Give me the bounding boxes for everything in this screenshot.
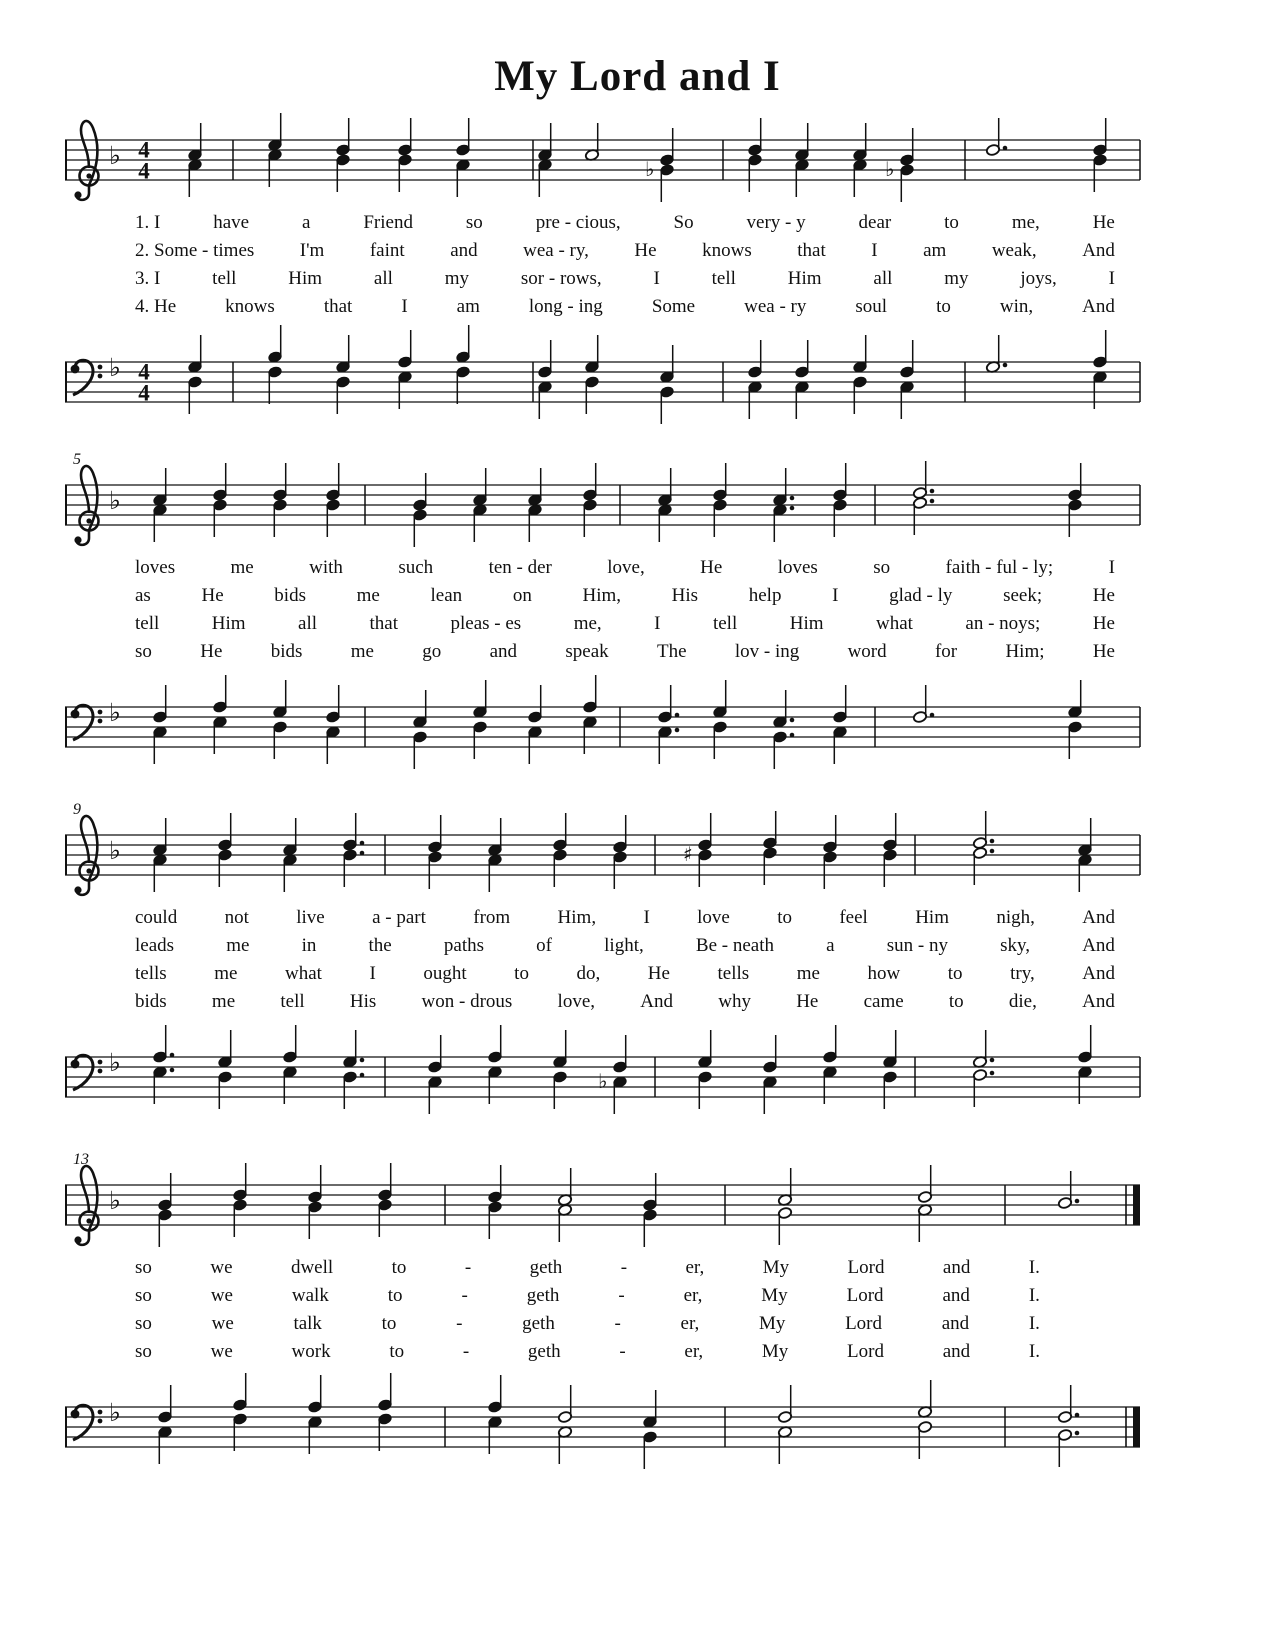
lyric-syllable: very - y: [746, 212, 806, 233]
lyric-syllable: me,: [573, 613, 602, 634]
lyric-syllable: weak,: [991, 240, 1037, 261]
time-signature-lower: 4: [138, 380, 150, 406]
lyric-syllable: glad - ly: [889, 585, 953, 606]
lyric-syllable: the: [368, 935, 392, 956]
time-signature-upper: 4: [138, 359, 150, 385]
lyric-line-verse-2: [135, 935, 1115, 963]
lyric-syllable: so: [135, 1257, 152, 1278]
lyric-syllable: to: [936, 296, 951, 317]
time-signature-lower: 4: [138, 158, 150, 184]
lyric-syllable: and: [941, 1313, 970, 1334]
lyric-syllable: for: [934, 641, 958, 662]
flat-key-signature: ♭: [109, 141, 121, 170]
lyric-syllable: I: [643, 907, 650, 928]
lyric-syllable: with: [309, 557, 343, 578]
lyric-syllable: geth: [526, 1285, 560, 1306]
lyric-syllable: Him: [789, 613, 824, 634]
measure-number: 13: [73, 1151, 89, 1168]
lyric-syllable: that: [369, 613, 399, 634]
flat-key-signature: ♭: [109, 1398, 121, 1427]
lyric-syllable: we: [210, 1257, 233, 1278]
lyric-syllable: geth: [529, 1257, 563, 1278]
lyric-syllable: all: [298, 613, 318, 634]
bass-staff: [65, 1377, 1140, 1487]
lyric-syllable: bids: [274, 585, 306, 606]
lyric-syllable: we: [210, 1341, 233, 1362]
system-3: [65, 795, 1140, 1140]
lyric-syllable: And: [640, 991, 673, 1012]
lyric-syllable: me: [230, 557, 254, 578]
lyric-syllable: what: [284, 963, 322, 984]
lyric-syllable: Him;: [1005, 641, 1045, 662]
lyric-syllable: 1. I: [135, 212, 161, 233]
lyric-syllable: ought: [423, 963, 467, 984]
lyric-syllable: that: [797, 240, 826, 261]
lyric-line-verse-4: [135, 1341, 1040, 1369]
lyric-syllable: er,: [680, 1313, 700, 1334]
lyric-syllable: sor - rows,: [520, 268, 602, 289]
lyric-syllable: loves: [777, 557, 818, 578]
lyric-syllable: am: [456, 296, 480, 317]
lyric-line-verse-2: [135, 240, 1115, 268]
treble-staff: [65, 1145, 1140, 1265]
lyric-syllable: why: [718, 991, 751, 1012]
lyric-syllable: a - part: [372, 907, 426, 928]
lyric-line-verse-3: [135, 268, 1115, 296]
lyric-syllable: what: [875, 613, 913, 634]
lyric-syllable: won - drous: [421, 991, 513, 1012]
lyric-syllable: tell: [212, 268, 237, 289]
lyric-syllable: My: [761, 1341, 789, 1362]
lyric-syllable: tell: [711, 268, 736, 289]
lyric-syllable: and: [942, 1257, 971, 1278]
lyric-line-verse-4: [135, 296, 1115, 324]
lyric-syllable: Lord: [845, 1313, 882, 1334]
lyric-syllable: all: [873, 268, 893, 289]
lyric-syllable: I: [369, 963, 376, 984]
accidental: ♭: [885, 157, 895, 181]
lyric-syllable: Him,: [557, 907, 597, 928]
lyric-syllable: I: [401, 296, 408, 317]
lyric-syllable: light,: [604, 935, 644, 956]
lyric-syllable: -: [618, 1285, 625, 1306]
bass-staff: [65, 332, 1140, 442]
lyric-line-verse-3: [135, 613, 1115, 641]
lyric-syllable: 4. He: [135, 296, 177, 317]
lyric-line-verse-4: [135, 991, 1115, 1019]
lyric-syllable: so: [135, 1341, 152, 1362]
lyric-syllable: And: [1082, 963, 1115, 984]
lyric-syllable: to: [391, 1257, 407, 1278]
lyric-syllable: loves: [135, 557, 176, 578]
lyric-syllable: -: [461, 1285, 468, 1306]
lyric-syllable: He: [1092, 613, 1115, 634]
lyric-line-verse-1: [135, 212, 1115, 240]
lyrics-block: [65, 1257, 1140, 1369]
lyric-syllable: My: [761, 1285, 788, 1306]
lyric-syllable: and: [450, 240, 478, 261]
lyric-syllable: faith - ful - ly;: [945, 557, 1054, 578]
lyric-syllable: tell: [712, 613, 738, 634]
lyric-syllable: try,: [1010, 963, 1035, 984]
lyric-syllable: how: [867, 963, 901, 984]
lyric-syllable: He: [1092, 212, 1115, 233]
system-1: [65, 100, 1140, 445]
lyric-line-verse-3: [135, 1313, 1040, 1341]
lyric-syllable: And: [1082, 296, 1115, 317]
lyric-syllable: my: [944, 268, 969, 289]
flat-key-signature: ♭: [109, 353, 121, 382]
lyric-syllable: faint: [369, 240, 405, 261]
lyric-syllable: My: [762, 1257, 790, 1278]
lyric-syllable: an - noys;: [965, 613, 1041, 634]
lyric-syllable: tell: [135, 613, 160, 634]
lyric-syllable: have: [213, 212, 250, 233]
lyric-syllable: 3. I: [135, 268, 161, 289]
lyric-syllable: paths: [443, 935, 484, 956]
lyric-syllable: Some: [651, 296, 696, 317]
lyric-syllable: love,: [557, 991, 596, 1012]
lyric-syllable: He: [1092, 585, 1115, 606]
lyric-syllable: die,: [1008, 991, 1037, 1012]
lyric-syllable: and: [489, 641, 518, 662]
lyric-syllable: me: [226, 935, 250, 956]
accidental: ♭: [645, 157, 655, 181]
treble-staff: [65, 100, 1140, 220]
lyric-syllable: sun - ny: [886, 935, 948, 956]
measure-number: 5: [73, 451, 81, 468]
system-4: [65, 1145, 1140, 1490]
lyric-syllable: Him,: [582, 585, 622, 606]
lyric-syllable: and: [942, 1341, 971, 1362]
flat-key-signature: ♭: [109, 1048, 121, 1077]
flat-key-signature: ♭: [109, 698, 121, 727]
lyric-syllable: knows: [702, 240, 752, 261]
lyric-syllable: I: [654, 613, 661, 634]
lyric-syllable: love,: [607, 557, 645, 578]
measure-number: 9: [73, 801, 81, 818]
lyric-syllable: joys,: [1020, 268, 1057, 289]
lyric-syllable: live: [296, 907, 325, 928]
lyric-syllable: me,: [1011, 212, 1040, 233]
lyric-syllable: Him: [787, 268, 822, 289]
lyric-syllable: I: [1108, 268, 1115, 289]
lyric-syllable: wea - ry: [744, 296, 807, 317]
lyric-syllable: go: [422, 641, 442, 662]
lyric-syllable: Lord: [847, 1257, 885, 1278]
lyric-syllable: I: [871, 240, 878, 261]
lyric-syllable: So: [673, 212, 694, 233]
lyric-syllable: seek;: [1003, 585, 1043, 606]
lyric-syllable: word: [847, 641, 887, 662]
lyric-syllable: sky,: [1000, 935, 1031, 956]
lyric-syllable: not: [224, 907, 249, 928]
lyric-syllable: -: [462, 1341, 470, 1362]
lyric-syllable: The: [656, 641, 687, 662]
lyric-syllable: win,: [999, 296, 1034, 317]
lyric-syllable: He: [700, 557, 723, 578]
lyric-syllable: nigh,: [996, 907, 1035, 928]
lyric-syllable: am: [923, 240, 947, 261]
lyric-syllable: -: [620, 1257, 628, 1278]
lyrics-block: [65, 212, 1140, 324]
lyric-syllable: Be - neath: [695, 935, 774, 956]
lyric-syllable: His: [671, 585, 699, 606]
lyric-syllable: Him: [211, 613, 246, 634]
lyric-syllable: soul: [855, 296, 888, 317]
bass-staff: [65, 1027, 1140, 1137]
time-signature-upper: 4: [138, 137, 150, 163]
treble-staff: [65, 795, 1140, 915]
lyric-syllable: I.: [1028, 1313, 1040, 1334]
lyric-syllable: Him: [915, 907, 949, 928]
lyric-syllable: I: [1108, 557, 1115, 578]
lyric-syllable: He: [796, 991, 819, 1012]
flat-key-signature: ♭: [109, 486, 121, 515]
lyric-syllable: to: [514, 963, 529, 984]
lyric-syllable: such: [398, 557, 434, 578]
lyric-syllable: geth: [522, 1313, 555, 1334]
lyrics-block: [65, 557, 1140, 669]
lyric-line-verse-1: [135, 557, 1115, 585]
lyric-syllable: bids: [270, 641, 303, 662]
lyric-syllable: He: [647, 963, 670, 984]
lyric-syllable: walk: [291, 1285, 329, 1306]
lyric-syllable: work: [291, 1341, 331, 1362]
lyric-syllable: Friend: [363, 212, 413, 233]
lyric-syllable: so: [135, 1285, 152, 1306]
lyric-syllable: to: [948, 991, 964, 1012]
lyric-syllable: My: [758, 1313, 786, 1334]
lyric-syllable: -: [456, 1313, 463, 1334]
lyric-syllable: He: [1092, 641, 1115, 662]
lyric-syllable: geth: [527, 1341, 561, 1362]
lyric-syllable: He: [634, 240, 657, 261]
lyric-syllable: as: [135, 585, 151, 606]
lyric-syllable: dwell: [290, 1257, 334, 1278]
lyric-syllable: bids: [135, 991, 167, 1012]
lyric-syllable: I'm: [299, 240, 325, 261]
lyric-syllable: And: [1082, 907, 1115, 928]
lyric-syllable: so: [135, 1313, 152, 1334]
lyric-syllable: I.: [1028, 1257, 1040, 1278]
lyric-syllable: to: [947, 963, 963, 984]
lyric-syllable: I.: [1028, 1341, 1040, 1362]
lyric-syllable: Lord: [847, 1341, 884, 1362]
lyric-syllable: feel: [839, 907, 868, 928]
lyric-syllable: ten - der: [488, 557, 552, 578]
lyric-syllable: lean: [430, 585, 463, 606]
lyric-syllable: tells: [135, 963, 167, 984]
treble-staff: [65, 445, 1140, 565]
lyric-syllable: He: [201, 585, 224, 606]
lyric-syllable: me: [350, 641, 374, 662]
lyric-syllable: pre - cious,: [535, 212, 621, 233]
lyric-syllable: to: [777, 907, 792, 928]
lyric-syllable: long - ing: [528, 296, 603, 317]
lyric-syllable: on: [512, 585, 532, 606]
lyric-syllable: me: [214, 963, 238, 984]
lyric-syllable: tells: [717, 963, 750, 984]
lyric-syllable: er,: [685, 1257, 705, 1278]
lyric-syllable: er,: [684, 1341, 704, 1362]
lyric-line-verse-1: [135, 1257, 1040, 1285]
lyric-syllable: so: [135, 641, 152, 662]
lyric-line-verse-4: [135, 641, 1115, 669]
lyric-line-verse-2: [135, 1285, 1040, 1313]
lyric-syllable: all: [373, 268, 393, 289]
bass-staff: [65, 677, 1140, 787]
lyric-line-verse-2: [135, 585, 1115, 613]
lyric-syllable: me: [796, 963, 820, 984]
lyric-syllable: lov - ing: [734, 641, 800, 662]
lyric-syllable: a: [302, 212, 311, 233]
lyric-syllable: to: [381, 1313, 397, 1334]
lyric-syllable: And: [1082, 991, 1115, 1012]
lyric-syllable: knows: [225, 296, 275, 317]
song-title: My Lord and I: [494, 53, 781, 100]
lyric-line-verse-3: [135, 963, 1115, 991]
lyric-syllable: that: [323, 296, 353, 317]
lyric-syllable: came: [863, 991, 904, 1012]
lyric-syllable: talk: [293, 1313, 322, 1334]
lyric-syllable: tell: [280, 991, 305, 1012]
lyric-syllable: 2. Some - times: [135, 240, 255, 261]
lyric-syllable: do,: [576, 963, 601, 984]
system-2: [65, 445, 1140, 790]
lyric-syllable: a: [826, 935, 835, 956]
lyric-syllable: we: [211, 1313, 234, 1334]
lyric-syllable: -: [464, 1257, 472, 1278]
lyric-line-verse-1: [135, 907, 1115, 935]
lyric-syllable: we: [210, 1285, 233, 1306]
lyric-syllable: I: [832, 585, 839, 606]
lyric-syllable: me: [356, 585, 380, 606]
lyric-syllable: I: [653, 268, 660, 289]
lyric-syllable: Him: [288, 268, 323, 289]
lyric-syllable: and: [942, 1285, 970, 1306]
accidental: ♯: [683, 842, 693, 866]
lyric-syllable: And: [1082, 240, 1115, 261]
lyric-syllable: so: [873, 557, 891, 578]
lyric-syllable: of: [536, 935, 552, 956]
lyric-syllable: to: [389, 1341, 405, 1362]
lyric-syllable: -: [619, 1341, 626, 1362]
lyric-syllable: me: [211, 991, 236, 1012]
lyric-syllable: could: [135, 907, 178, 928]
lyric-syllable: pleas - es: [450, 613, 522, 634]
lyric-syllable: to: [944, 212, 959, 233]
lyric-syllable: help: [748, 585, 782, 606]
lyric-syllable: in: [301, 935, 317, 956]
lyric-syllable: His: [349, 991, 377, 1012]
lyric-syllable: I.: [1028, 1285, 1040, 1306]
flat-key-signature: ♭: [109, 836, 121, 865]
lyric-syllable: my: [444, 268, 470, 289]
lyric-syllable: from: [473, 907, 511, 928]
lyric-syllable: speak: [565, 641, 609, 662]
lyric-syllable: er,: [683, 1285, 703, 1306]
lyric-syllable: He: [200, 641, 223, 662]
lyric-syllable: Lord: [846, 1285, 884, 1306]
lyric-syllable: to: [387, 1285, 403, 1306]
lyric-syllable: love: [697, 907, 730, 928]
lyric-syllable: And: [1082, 935, 1115, 956]
lyrics-block: [65, 907, 1140, 1019]
lyric-syllable: dear: [858, 212, 892, 233]
lyric-syllable: -: [614, 1313, 621, 1334]
lyric-syllable: so: [465, 212, 483, 233]
lyric-syllable: leads: [135, 935, 175, 956]
lyric-syllable: wea - ry,: [523, 240, 589, 261]
accidental: ♭: [598, 1069, 608, 1093]
flat-key-signature: ♭: [109, 1186, 121, 1215]
